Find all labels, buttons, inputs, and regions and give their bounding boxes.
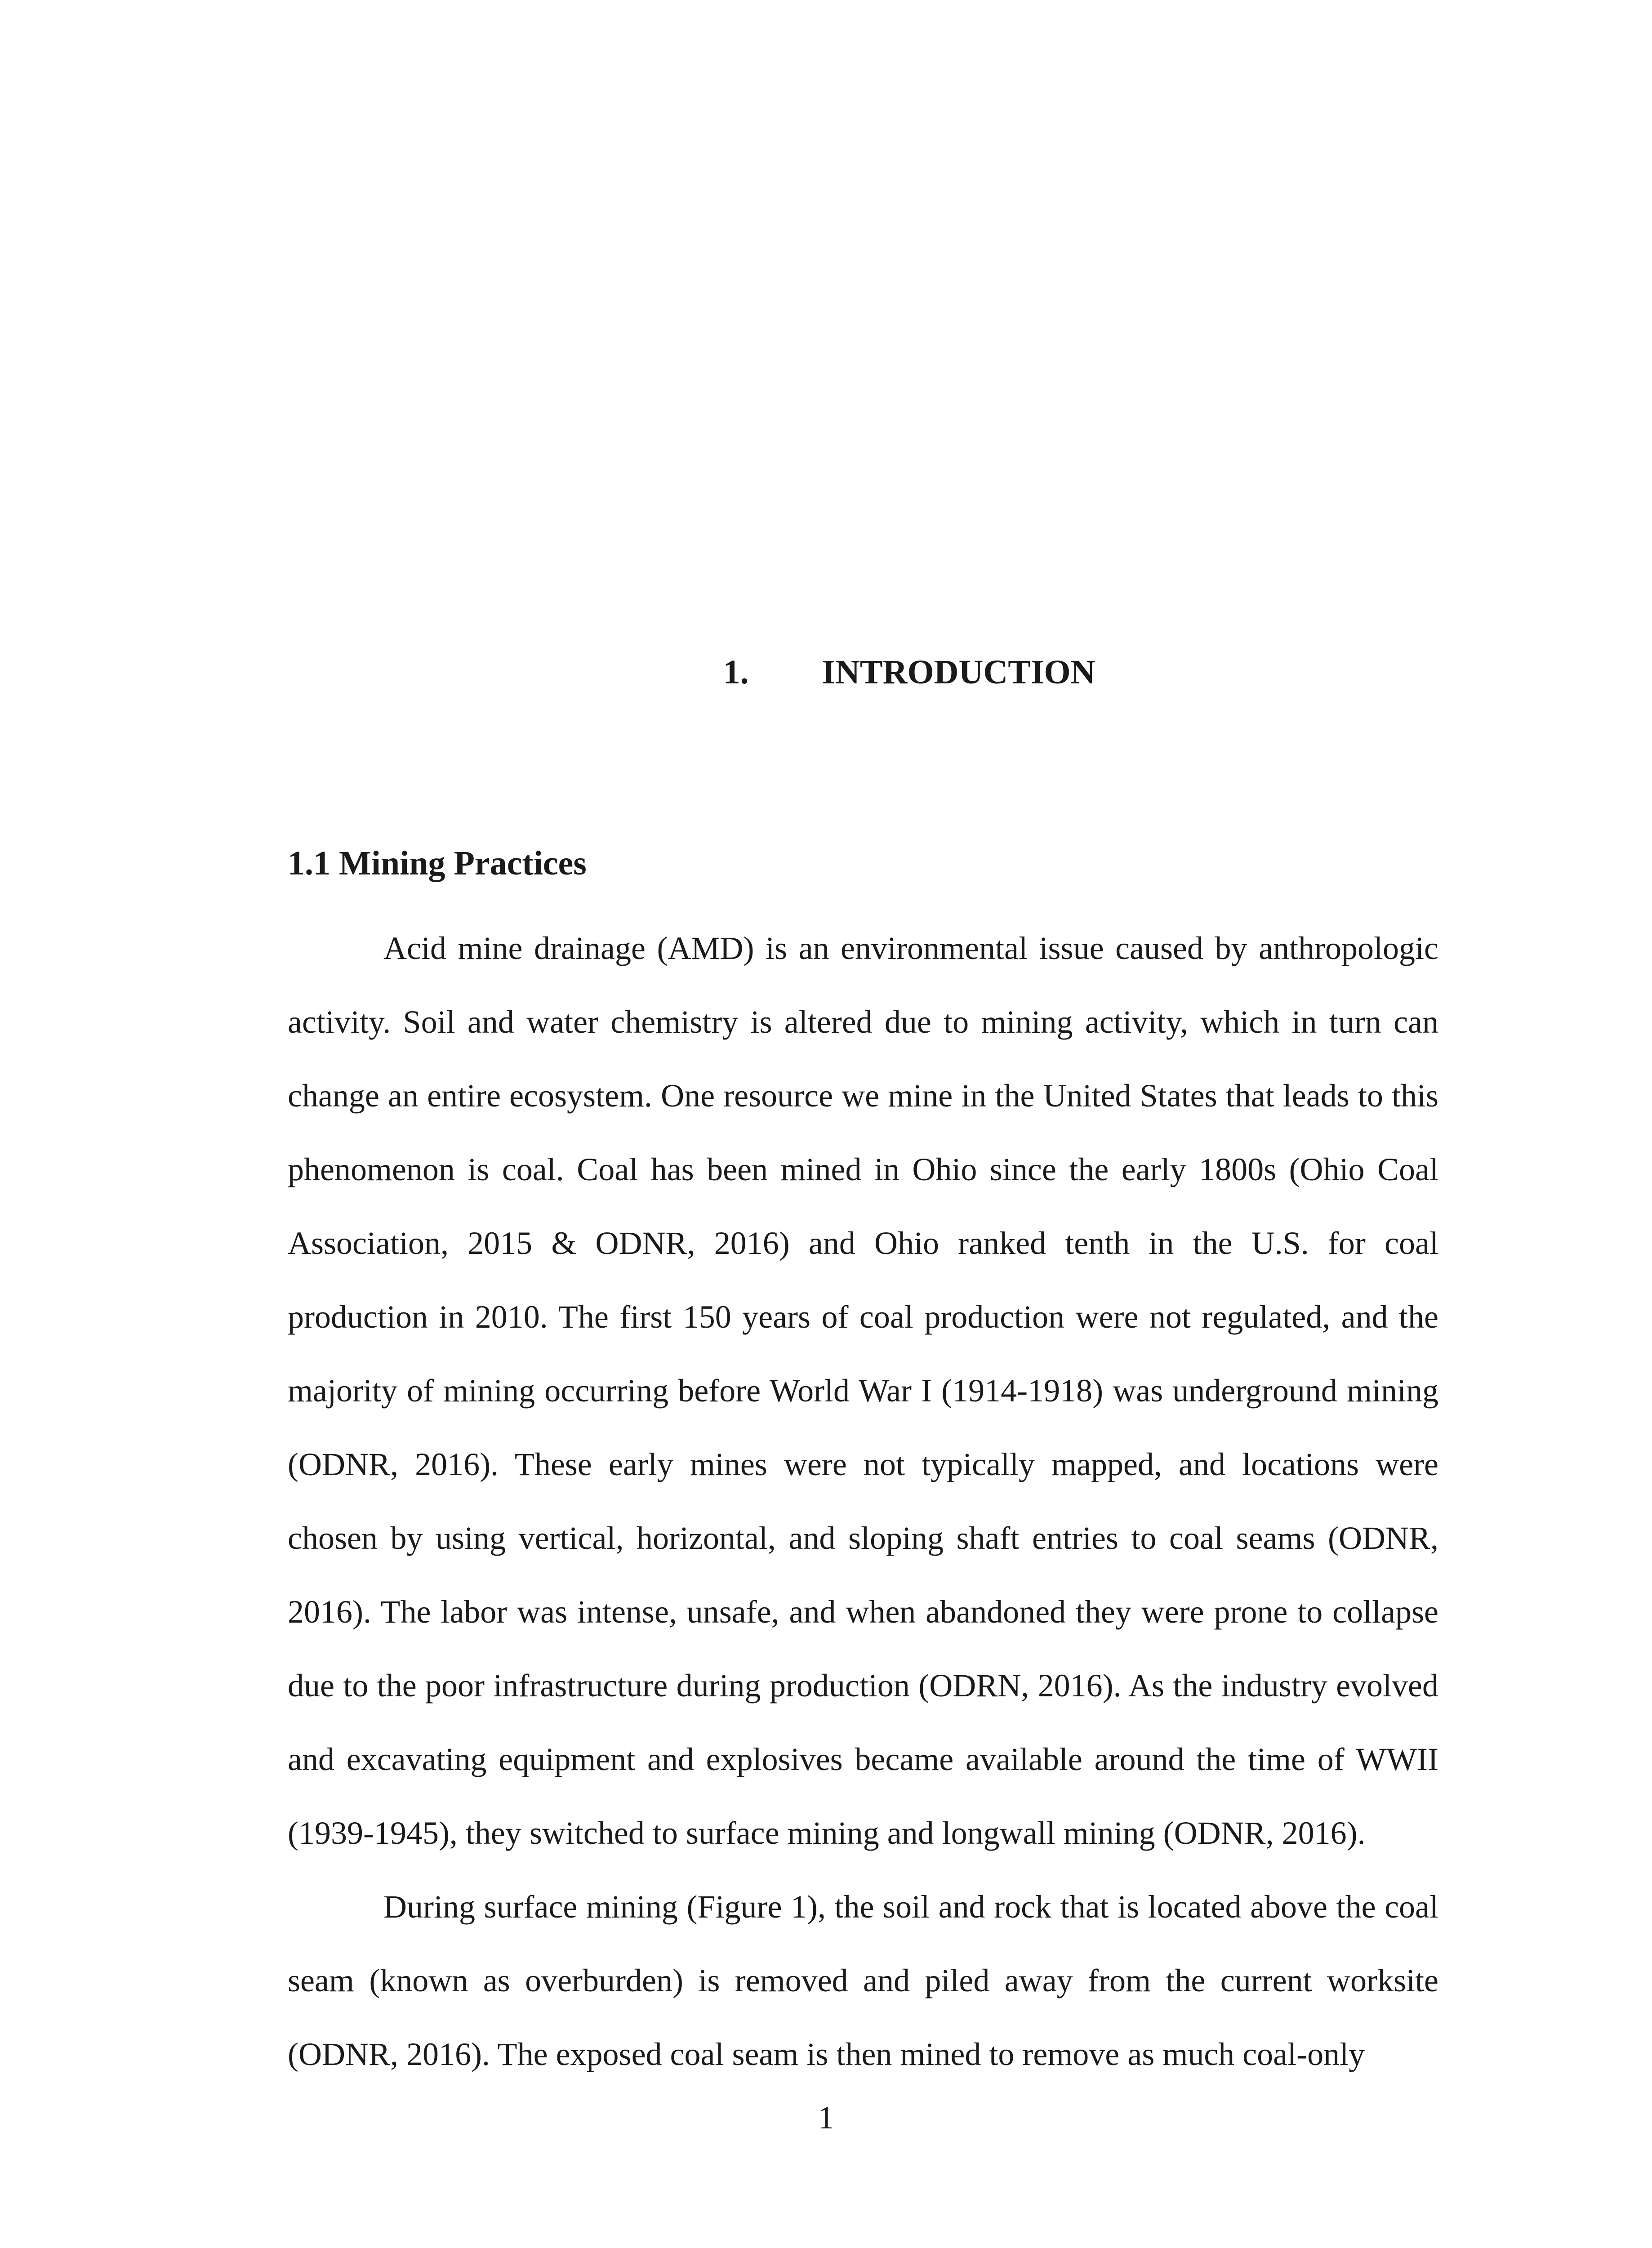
chapter-number: 1. bbox=[723, 653, 749, 691]
paragraph-1: Acid mine drainage (AMD) is an environmental issue caused by anthropologic activity. Soil and water chemistry is altered due to mining activity, which in turn can change an entire ecosystem. One resource we mine in the United States that leads to this phenomenon is coal. Coal has been mined in Ohio since the early 1800s (Ohio Coal Association, 2015 & ODNR, 2016) and Ohio ranked tenth in the U.S. for coal production in 2010. The first 150 years of coal production were not regulated, and the majority of mining occurring before World War I (1914-1918) was underground mining (ODNR, 2016). These early mines were not typically mapped, and locations were chosen by using vertical, horizontal, and sloping shaft entries to coal seams (ODNR, 2016). The labor was intense, unsafe, and when abandoned they were prone to collapse due to the poor infrastructure during production (ODRN, 2016). As the industry evolved and excavating equipment and explosives became available around the time of WWII (1939-1945), they switched to surface mining and longwall mining (ODNR, 2016). bbox=[288, 930, 1438, 1851]
paragraph-2: During surface mining (Figure 1), the soil and rock that is located above the coal seam (known as overburden) is removed and piled away from the current worksite (ODNR, 2016). The exposed coal seam is then mined to remove as much coal-only bbox=[288, 1889, 1438, 2072]
section-heading: 1.1 Mining Practices bbox=[288, 844, 587, 882]
page-number: 1 bbox=[818, 2100, 834, 2136]
chapter-title: INTRODUCTION bbox=[822, 653, 1095, 691]
body-text bbox=[288, 911, 1438, 2091]
chapter-heading bbox=[0, 650, 1652, 695]
